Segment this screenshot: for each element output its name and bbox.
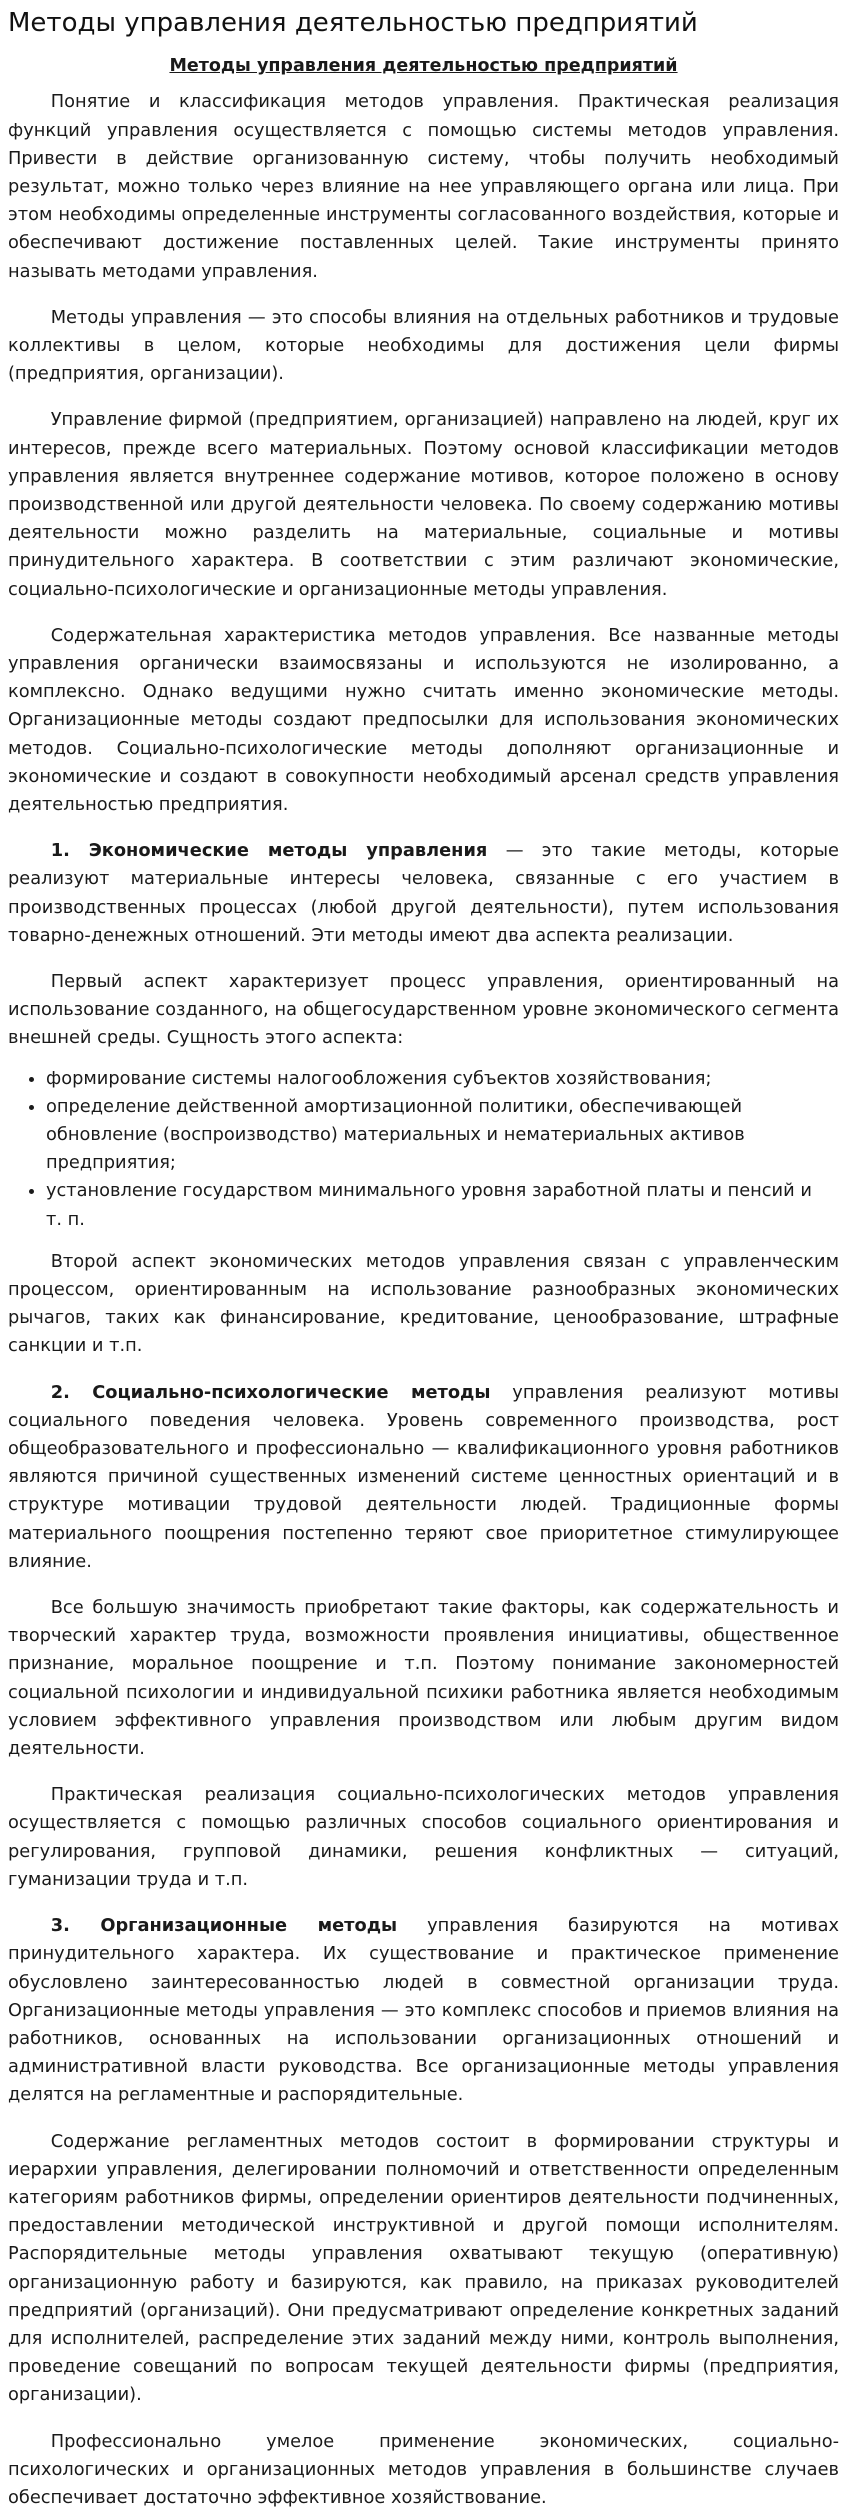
paragraph-economic-methods — [8, 837, 839, 950]
paragraph-characteristics: Содержательная характеристика методов управления. Все названные методы управления органически взаимосвязаны и используются не изолированно, а комплексно. Однако ведущими нужно считать именно экономические методы. Организационные методы создают предпосылки для использования экономических методов. Социально-психологические методы дополняют организационные и экономические и создают в совокупности необходимый арсенал средств управления деятельностью предприятия. — [8, 624, 839, 815]
paragraph-first-aspect: Первый аспект характеризует процесс управления, ориентированный на использование созданного, на общегосударственном уровне экономического сегмента внешней среды. Сущность этого аспекта: — [8, 971, 839, 1049]
paragraph-regulatory-methods: Содержание регламентных методов состоит в формировании структуры и иерархии управления, делегировании полномочий и ответственности определенным категориям работников фирмы, определении ориентиров деятельности подчиненных, предоставлении методической инструктивной и другой помощи исполнителям. Распорядительные методы управления охватывают текущую (оперативную) организационную работу и базируются, как правило, на приказах руководителей предприятий (организаций). Они предусматривают определение конкретных заданий для исполнителей, распределение этих заданий между ними, контроль выполнения, проведение совещаний по вопросам текущей деятельности фирмы (предприятия, организации). — [8, 2130, 839, 2406]
paragraph-classification: Понятие и классификация методов управления. Практическая реализация функций управления осуществляется с помощью системы методов управления. Привести в действие организованную систему, чтобы получить необходимый результат, можно только через влияние на нее управляющего органа или лица. При этом необходимы определенные инструменты согласованного воздействия, которые и обеспечивают достижение поставленных целей. Такие инструменты принято называть методами управления. — [8, 91, 839, 282]
list-item: • формирование системы налогообложения субъектов хозяйствования; — [46, 1065, 839, 1093]
social-methods-text: управления реализуют мотивы социального поведения человека. Уровень современного производства, рост общеобразовательного и профессионально — квалификационного уровня работников являются причиной существенных изменений системе ценностных ориентаций и в структуре мотивации трудовой деятельности людей. Традиционные формы материального поощрения постепенно теряют свое приоритетное стимулирующее влияние. — [8, 1381, 839, 1572]
paragraph-motives: Управление фирмой (предприятием, организацией) направлено на людей, круг их интересов, прежде всего материальных. Поэтому основой классификации методов управления является внутреннее содержание мотивов, которое положено в основу производственной или другой деятельности человека. По своему содержанию мотивы деятельности можно разделить на материальные, социальные и мотивы принудительного характера. В соответствии с этим различают экономические, социально-психологические и организационные методы управления. — [8, 409, 839, 600]
paragraph-factors: Все большую значимость приобретают такие факторы, как содержательность и творческий характер труда, возможности проявления инициативы, общественное признание, моральное поощрение и т.п. Поэтому понимание закономерностей социальной психологии и индивидуальной психики работника является необходимым условием эффективного управления производством или любым другим видом деятельности. — [8, 1597, 839, 1760]
aspect-bullet-list — [8, 1065, 839, 1234]
economic-methods-text: — это такие методы, которые реализуют материальные интересы человека, связанные с его участием в производственных процессах (любой другой деятельности), путем использования товарно-денежных отношений. Эти методы имеют два аспекта реализации. — [8, 840, 840, 946]
document-subtitle: Методы управления деятельностью предприятий — [169, 56, 678, 77]
organizational-methods-text: управления базируются на мотивах принудительного характера. Их существование и практическое применение обусловлено заинтересованностью людей в совместной организации труда. Организационные методы управления — это комплекс способов и приемов влияния на работников, основанных на использовании организационных отношений и административной власти руководства. Все организационные методы управления делятся на регламентные и распорядительные. — [8, 1915, 839, 2106]
paragraph-conclusion: Профессионально умелое применение экономических, социально-психологических и организационных методов управления в большинстве случаев обеспечивает достаточно эффективное хозяйствование. — [8, 2430, 839, 2508]
heading-organizational-methods: 3. Организационные методы — [50, 1915, 398, 1937]
paragraph-second-aspect: Второй аспект экономических методов управления связан с управленческим процессом, ориентированным на использование разнообразных экономических рычагов, таких как финансирование, кредитование, ценообразование, штрафные санкции и т.п. — [8, 1250, 839, 1357]
paragraph-definition: Методы управления — это способы влияния на отдельных работников и трудовые коллективы в целом, которые необходимы для достижения цели фирмы (предприятия, организации). — [8, 306, 839, 385]
paragraph-practical-realization: Практическая реализация социально-психологических методов управления осуществляется с помощью различных способов социального ориентирования и регулирования, групповой динамики, решения конфликтных — ситуаций, гуманизации труда и т.п. — [8, 1784, 839, 1890]
paragraph-social-methods — [8, 1379, 839, 1576]
page-title: Методы управления деятельностью предприятий — [8, 8, 698, 38]
list-item: • установление государством минимального уровня заработной платы и пенсий и т. п. — [46, 1177, 839, 1233]
heading-economic-methods: 1. Экономические методы управления — [50, 840, 488, 862]
list-item: • определение действенной амортизационной политики, обеспечивающей обновление (воспроизводство) материальных и нематериальных активов предприятия; — [46, 1093, 839, 1178]
heading-social-methods: 2. Социально-психологические методы — [50, 1381, 491, 1403]
paragraph-organizational-methods — [8, 1912, 839, 2109]
